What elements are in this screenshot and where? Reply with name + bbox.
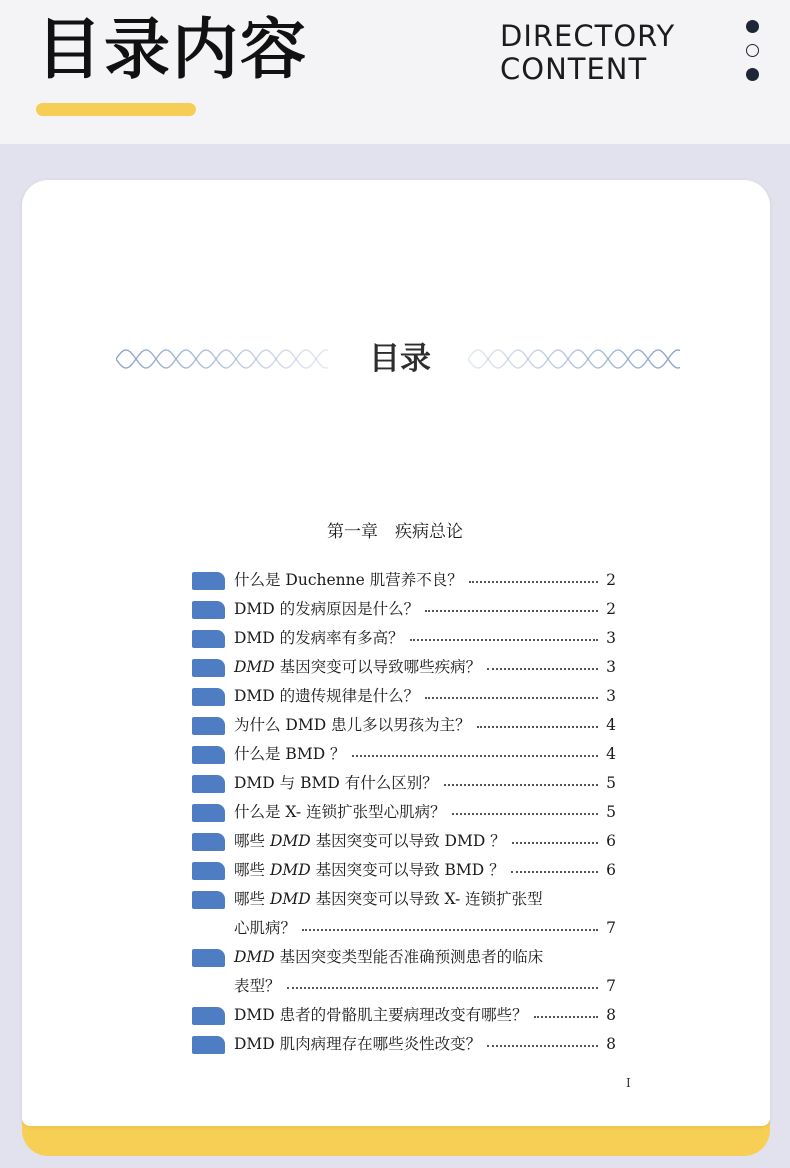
toc-entry[interactable] — [192, 943, 616, 1001]
toc-entry[interactable] — [192, 711, 616, 740]
toc-entry[interactable] — [192, 595, 616, 624]
toc-entry-title: DMD 的发病率有多高？ — [234, 629, 404, 647]
toc-tab-icon — [192, 949, 225, 967]
toc-entry-title: DMD 基因突变可以导致哪些疾病？ — [234, 658, 482, 676]
toc-entry-line — [192, 1030, 616, 1059]
toc-entry-gene-italic: DMD — [269, 890, 311, 908]
page-number: I — [626, 1076, 631, 1090]
toc-entry-title: 哪些 DMD 基因突变可以导致 DMD ？ — [234, 832, 506, 850]
header-subtitle — [500, 20, 675, 86]
toc-entry-title: DMD 的遗传规律是什么？ — [234, 687, 420, 705]
toc-tab-icon — [192, 862, 225, 880]
toc-leader-dots — [534, 1016, 598, 1018]
toc-page-number: 4 — [606, 745, 616, 763]
toc-entry-title: 什么是 X- 连锁扩张型心肌病？ — [234, 803, 446, 821]
toc-entry-title: DMD 患者的骨骼肌主要病理改变有哪些？ — [234, 1006, 528, 1024]
toc-entry[interactable] — [192, 740, 616, 769]
toc-entry-line — [192, 827, 616, 856]
toc-entry-line — [192, 682, 616, 711]
toc-entry[interactable] — [192, 682, 616, 711]
toc-tab-icon — [192, 717, 225, 735]
toc-tab-icon — [192, 688, 225, 706]
toc-entry-title-continued: 心肌病？ — [234, 919, 297, 937]
toc-tab-icon — [192, 601, 225, 619]
toc-entry-line — [192, 972, 616, 1001]
toc-tab-icon — [192, 1036, 225, 1054]
toc-entry-line — [192, 943, 616, 972]
toc-entry[interactable] — [192, 1001, 616, 1030]
toc-leader-dots — [487, 668, 598, 670]
toc-entry-gene-italic: DMD — [269, 861, 311, 879]
toc-entry-title: DMD 肌肉病理存在哪些炎性改变？ — [234, 1035, 482, 1053]
toc-entry-title: 为什么 DMD 患儿多以男孩为主？ — [234, 716, 471, 734]
toc-leader-dots — [511, 871, 598, 873]
toc-page-number: 6 — [606, 861, 616, 879]
toc-entry-line — [192, 624, 616, 653]
toc-page-number: 8 — [606, 1006, 616, 1024]
toc-page-number: 5 — [606, 803, 616, 821]
toc-entry-line — [192, 856, 616, 885]
toc-entry-title: 什么是 BMD ？ — [234, 745, 346, 763]
header-subtitle-line1: DIRECTORY — [500, 19, 676, 53]
toc-leader-dots — [425, 610, 598, 612]
chapter-heading: 第一章 疾病总论 — [327, 522, 463, 542]
toc-entry-line — [192, 566, 616, 595]
toc-entry-line — [192, 798, 616, 827]
header-underline — [36, 103, 196, 116]
toc-tab-icon — [192, 775, 225, 793]
toc-leader-dots — [477, 726, 598, 728]
toc-page-number: 3 — [606, 687, 616, 705]
toc-list — [192, 566, 616, 1059]
document-title: 目录 — [369, 341, 431, 377]
toc-page-number: 3 — [606, 629, 616, 647]
toc-tab-icon — [192, 659, 225, 677]
dot-hollow-icon — [746, 44, 759, 57]
toc-tab-icon — [192, 804, 225, 822]
toc-entry-line — [192, 595, 616, 624]
toc-tab-icon — [192, 630, 225, 648]
toc-page-number: 7 — [606, 919, 616, 937]
toc-leader-dots — [469, 581, 598, 583]
toc-entry[interactable] — [192, 856, 616, 885]
toc-entry[interactable] — [192, 566, 616, 595]
toc-tab-icon — [192, 572, 225, 590]
toc-tab-icon — [192, 833, 225, 851]
toc-entry[interactable] — [192, 827, 616, 856]
toc-entry-gene-italic: DMD — [269, 832, 311, 850]
toc-page-number: 8 — [606, 1035, 616, 1053]
toc-entry[interactable] — [192, 653, 616, 682]
toc-entry[interactable] — [192, 798, 616, 827]
header-title: 目录内容 — [36, 11, 308, 88]
toc-entry-title: DMD 的发病原因是什么？ — [234, 600, 420, 618]
toc-entry[interactable] — [192, 1030, 616, 1059]
toc-entry[interactable] — [192, 885, 616, 943]
toc-entry-line — [192, 1001, 616, 1030]
toc-entry-title: 哪些 DMD 基因突变可以导致 BMD ？ — [234, 861, 505, 879]
dna-helix-left-icon — [116, 344, 328, 374]
header-subtitle-line2: CONTENT — [500, 52, 648, 86]
toc-entry-line — [192, 914, 616, 943]
toc-entry-title: DMD 与 BMD 有什么区别？ — [234, 774, 438, 792]
toc-leader-dots — [452, 813, 598, 815]
toc-page-number: 2 — [606, 600, 616, 618]
dna-helix-right-icon — [468, 344, 680, 374]
toc-leader-dots — [425, 697, 598, 699]
toc-page-number: 7 — [606, 977, 616, 995]
toc-leader-dots — [444, 784, 598, 786]
toc-page-number: 3 — [606, 658, 616, 676]
dot-filled-icon — [746, 20, 759, 33]
toc-entry[interactable] — [192, 624, 616, 653]
toc-entry[interactable] — [192, 769, 616, 798]
toc-leader-dots — [410, 639, 598, 641]
toc-page-number: 6 — [606, 832, 616, 850]
toc-entry-line — [192, 885, 616, 914]
toc-entry-line — [192, 740, 616, 769]
toc-entry-title: 什么是 Duchenne 肌营养不良？ — [234, 571, 463, 589]
toc-page-number: 5 — [606, 774, 616, 792]
toc-entry-line — [192, 653, 616, 682]
toc-tab-icon — [192, 746, 225, 764]
toc-page-number: 4 — [606, 716, 616, 734]
toc-leader-dots — [512, 842, 598, 844]
toc-entry-line — [192, 711, 616, 740]
toc-entry-title: DMD 基因突变类型能否准确预测患者的临床 — [234, 948, 544, 966]
toc-tab-icon — [192, 891, 225, 909]
toc-entry-title: 哪些 DMD 基因突变可以导致 X- 连锁扩张型 — [234, 890, 543, 908]
toc-entry-gene-italic: DMD — [234, 948, 275, 966]
toc-leader-dots — [287, 987, 598, 989]
toc-leader-dots — [487, 1045, 598, 1047]
toc-page-number: 2 — [606, 571, 616, 589]
toc-entry-line — [192, 769, 616, 798]
toc-entry-gene-italic: DMD — [234, 658, 275, 676]
toc-tab-icon — [192, 1007, 225, 1025]
dot-filled-icon — [746, 68, 759, 81]
toc-leader-dots — [302, 929, 598, 931]
toc-leader-dots — [352, 755, 598, 757]
header-bar — [0, 0, 790, 144]
toc-entry-title-continued: 表型？ — [234, 977, 281, 995]
